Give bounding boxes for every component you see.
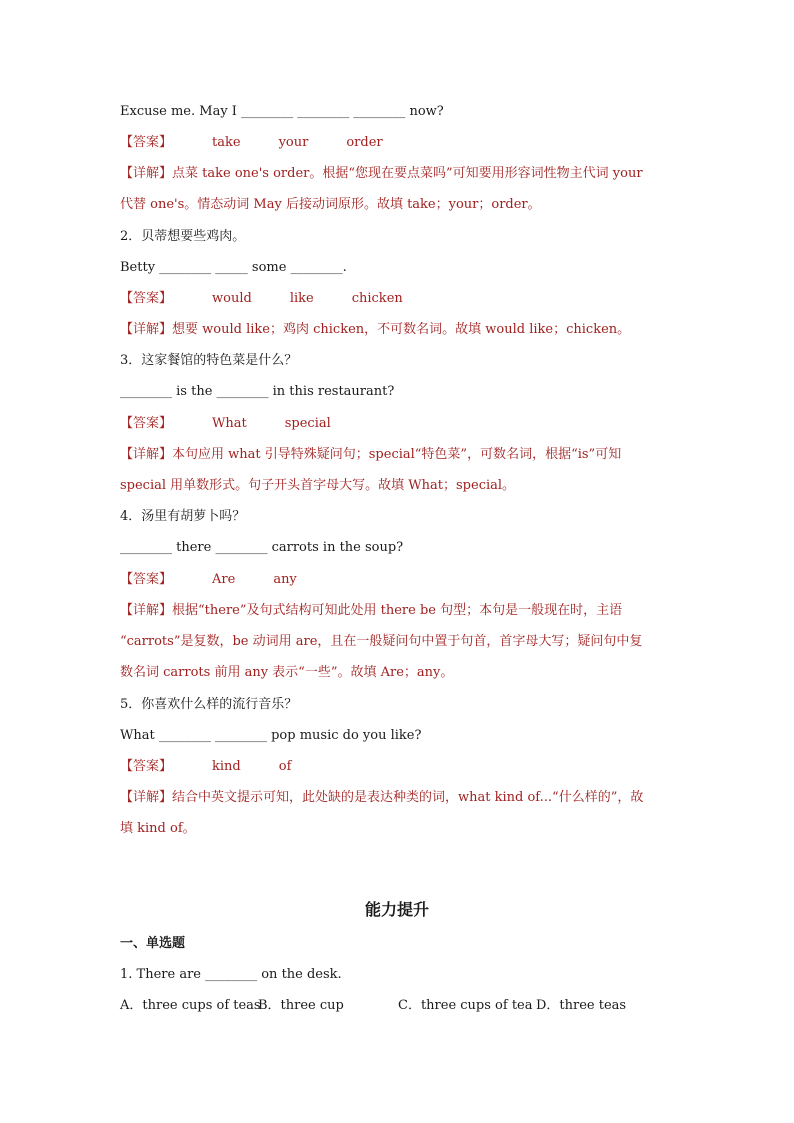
q4-prompt: 4．汤里有胡萝卜吗？ bbox=[120, 509, 246, 524]
mcq1-stem: 1. There are ________ on the desk. bbox=[120, 967, 342, 982]
q4-detail-line2: “carrots”是复数，be 动词用 are，且在一般疑问句中置于句首，首字母大写；疑问句中复 bbox=[120, 634, 643, 649]
q1-detail-line1: 【详解】点菜 take one's order。根据“您现在要点菜吗”可知要用形容词性物主代词 your bbox=[120, 166, 643, 181]
detail-label: 【详解】 bbox=[120, 790, 173, 805]
q5-prompt: 5．你喜欢什么样的流行音乐？ bbox=[120, 697, 298, 712]
q3-prompt: 3．这家餐馆的特色菜是什么？ bbox=[120, 353, 298, 368]
q5-answer-row bbox=[120, 757, 674, 777]
answer-word: your bbox=[278, 135, 309, 150]
detail-label: 【详解】 bbox=[120, 166, 173, 181]
section-title: 能力提升 bbox=[364, 900, 429, 919]
q4-detail-line1: 【详解】根据“there”及句式结构可知此处用 there be 句型；本句是一般现在时，主语 bbox=[120, 603, 623, 618]
option-c[interactable]: C．three cups of tea bbox=[398, 998, 533, 1013]
q2-sentence: Betty ________ _____ some ________. bbox=[120, 260, 347, 275]
answer-label: 【答案】 bbox=[120, 572, 173, 587]
q3-answer-row bbox=[120, 414, 674, 434]
subsection-heading: 一、单选题 bbox=[120, 936, 186, 951]
q2-answer-row bbox=[120, 289, 674, 309]
q3-detail-line2: special 用单数形式。句子开头首字母大写。故填 What；special。 bbox=[120, 478, 516, 493]
answer-word: of bbox=[278, 759, 292, 774]
option-a[interactable]: A．three cups of teas bbox=[120, 998, 261, 1013]
answer-label: 【答案】 bbox=[120, 291, 173, 306]
q5-detail-line2: 填 kind of。 bbox=[120, 821, 196, 836]
answer-label: 【答案】 bbox=[120, 759, 173, 774]
q1-detail-line2: 代替 one's。情态动词 May 后接动词原形。故填 take；your；order。 bbox=[120, 197, 541, 212]
answer-word: Are bbox=[212, 572, 236, 587]
q4-sentence: ________ there ________ carrots in the soup? bbox=[120, 540, 404, 555]
q3-sentence: ________ is the ________ in this restaurant? bbox=[120, 384, 395, 399]
answer-word: any bbox=[273, 572, 297, 587]
q2-detail-line1: 【详解】想要 would like；鸡肉 chicken，不可数名词。故填 would like；chicken。 bbox=[120, 322, 631, 337]
q1-answer-row bbox=[120, 133, 674, 153]
q2-prompt: 2．贝蒂想要些鸡肉。 bbox=[120, 229, 246, 244]
answer-word: special bbox=[284, 416, 331, 431]
answer-word: order bbox=[346, 135, 383, 150]
detail-label: 【详解】 bbox=[120, 603, 173, 618]
q4-detail-line3: 数名词 carrots 前用 any 表示“一些”。故填 Are；any。 bbox=[120, 665, 454, 680]
q1-sentence: Excuse me. May I ________ ________ ________ now? bbox=[120, 104, 444, 119]
answer-label: 【答案】 bbox=[120, 135, 173, 150]
answer-word: kind bbox=[212, 759, 241, 774]
detail-label: 【详解】 bbox=[120, 447, 173, 462]
answer-label: 【答案】 bbox=[120, 416, 173, 431]
mcq1-options bbox=[120, 996, 674, 1016]
answer-word: chicken bbox=[351, 291, 403, 306]
option-d[interactable]: D．three teas bbox=[536, 998, 627, 1013]
q5-sentence: What ________ ________ pop music do you like? bbox=[120, 728, 422, 743]
answer-word: would bbox=[212, 291, 252, 306]
q3-detail-line1: 【详解】本句应用 what 引导特殊疑问句；special“特色菜”，可数名词，根据“is”可知 bbox=[120, 447, 622, 462]
q5-detail-line1: 【详解】结合中英文提示可知，此处缺的是表达种类的词，what kind of...“什么样的”，故 bbox=[120, 790, 644, 805]
option-b[interactable]: B．three cup bbox=[258, 998, 344, 1013]
detail-label: 【详解】 bbox=[120, 322, 173, 337]
answer-word: What bbox=[212, 416, 247, 431]
q4-answer-row bbox=[120, 570, 674, 590]
answer-word: take bbox=[212, 135, 241, 150]
answer-word: like bbox=[289, 291, 314, 306]
